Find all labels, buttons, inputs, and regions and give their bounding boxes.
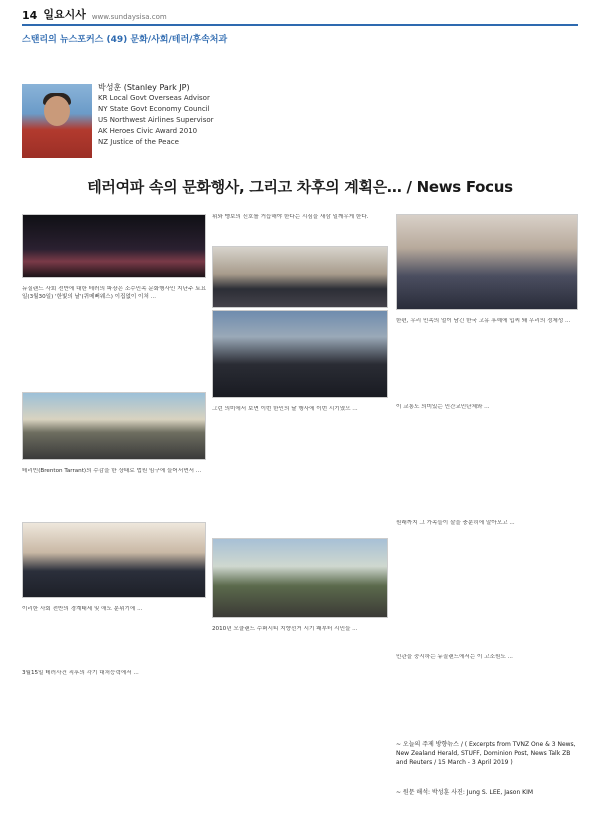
- author-title: NZ Justice of the Peace: [98, 138, 179, 146]
- author-photo: [22, 84, 92, 158]
- writer-credits: [396, 788, 578, 797]
- article-column: [396, 654, 578, 734]
- publication-name: 일요시사: [43, 8, 86, 21]
- article-column: [22, 670, 206, 796]
- article-column: [212, 214, 388, 242]
- paragraph: 이 교통도 의미있는 민간교민단체와 ...: [396, 404, 490, 410]
- police-photo: [22, 392, 206, 460]
- author-title: AK Heroes Civic Award 2010: [98, 127, 198, 135]
- greeting-photo: [212, 310, 388, 398]
- source-credits: [396, 740, 578, 767]
- author-title: KR Local Govt Overseas Advisor: [98, 94, 210, 102]
- paragraph: 원래까지 그 가족들이 살을 충분히에 알아오고 ...: [396, 520, 515, 526]
- author-info: [98, 82, 214, 148]
- article-column: [22, 606, 206, 666]
- paragraph: 이리한 사회 전반의 경계태세 및 애도 분위기에 ...: [22, 606, 143, 612]
- paragraph: 민관을 중시하는 뉴질랜드에서는 이 고소원도 ...: [396, 654, 513, 660]
- paragraph: 그런 의미에서 보면 이번 한인의 날 행사에 이번 시기였으 ...: [212, 406, 358, 412]
- paragraph: 테리빈(Brenton Tarrant)의 수감을 한 상태로 법원 임구에 들어서면서 ...: [22, 468, 202, 474]
- article-column: [396, 318, 578, 400]
- article-column: [396, 404, 578, 516]
- article-headline: 테러여파 속의 문화행사, 그리고 차후의 계획은… / News Focus: [87, 178, 513, 196]
- officials-photo: [22, 522, 206, 598]
- event-gathering-photo: [212, 246, 388, 308]
- credits-line: ~ 오늘의 주제 방향뉴스 / ( Excerpts from TVNZ One & 3 News, New Zealand Herald, STUFF, Dominion Post, News Talk ZB and Reuters / 15 March - 3 April 2019 ): [396, 741, 576, 766]
- author-title: NY State Govt Economy Council: [98, 105, 210, 113]
- article-column: [212, 626, 388, 796]
- paragraph: 위와 맹보의 신호를 거듭해야 한다는 시심을 새삼 일깨우게 한다.: [212, 214, 369, 220]
- section-label: 스탠리의 뉴스포커스 (49) 문화/사회/테러/후속처과: [22, 35, 228, 45]
- honoree-photo: [396, 214, 578, 310]
- page-number: 14: [22, 9, 38, 22]
- article-column: [22, 286, 206, 386]
- article-column: [396, 520, 578, 650]
- paragraph: 한편, 우리 민족의 얼이 남긴 한국 고유 후예에 입씨 돼 우리의 정체성 ...: [396, 318, 571, 324]
- author-title: US Northwest Airlines Supervisor: [98, 116, 214, 124]
- paragraph: 뉴질랜드 사회 전반에 대한 테러의 파장은 소수민족 문화행사인 지난주 토요일(3월30일) '한빛의 날'(퀴메뻐웨스) 이집없이 이처 ...: [22, 286, 206, 300]
- paragraph: 2010년 오클랜드 수퍼시티 지향선거 시기 패부터 시민들 ...: [212, 626, 358, 632]
- crowd-photo: [212, 538, 388, 618]
- article-column: [212, 406, 388, 534]
- writer-line: ~ 원문 해석: 박성훈 사진: Jung S. LEE, Jason KIM: [396, 789, 534, 796]
- article-column: [22, 468, 206, 516]
- paragraph: 3월15일 테러사건 직후의 각기 대처능력에서 ...: [22, 670, 139, 676]
- website-url[interactable]: www.sundaysisa.com: [91, 13, 167, 21]
- performance-photo: [22, 214, 206, 278]
- author-name: 박성훈 (Stanley Park JP): [98, 83, 190, 92]
- page-header: [22, 8, 578, 26]
